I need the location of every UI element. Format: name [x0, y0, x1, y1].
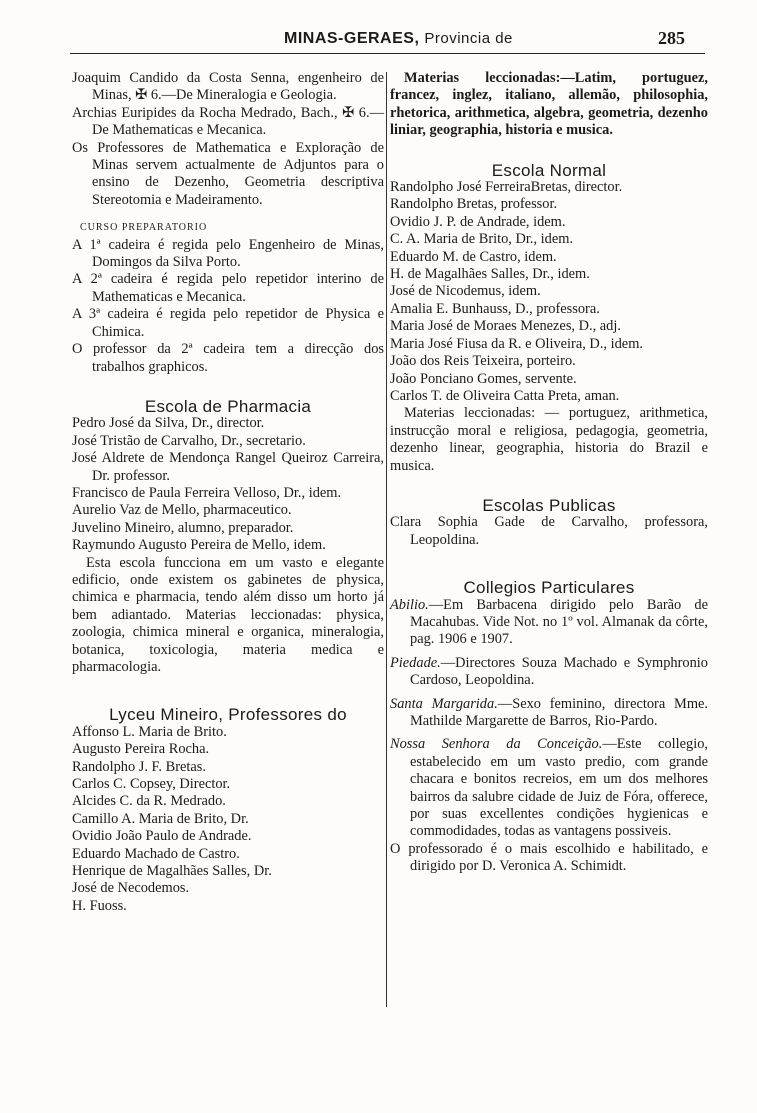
normal-heading: Escola Normal [491, 160, 607, 180]
lyceu-entry: José de Necodemos. [72, 880, 190, 897]
lyceu-entry: Alcides C. da R. Medrado. [72, 793, 226, 810]
collegio-name: Abilio. [390, 596, 429, 613]
pharmacia-entry: José Aldrete de Mendonça Rangel Queiroz Carreira, Dr. professor. [72, 450, 384, 484]
collegio-text: —Directores Souza Machado e Symphronio Cardoso, Leopoldina. [410, 654, 708, 689]
lyceu-entry: H. Fuoss. [72, 897, 127, 914]
page-header [0, 26, 757, 56]
entry-medrado: Archias Euripides da Rocha Medrado, Bach., ✠ 6.—De Mathematicas e Mecanica. [72, 104, 384, 139]
lyceu-entry: Augusto Pereira Rocha. [72, 741, 210, 758]
normal-entry: João dos Reis Teixeira, porteiro. [390, 353, 576, 370]
curso-entry: A 1ª cadeira é regida pelo Engenheiro de Minas, Domingos da Silva Porto. [72, 236, 384, 271]
collegio-entry [390, 655, 708, 690]
collegio-text: —Sexo feminino, directora Mme. Mathilde Margarette de Barros, Rio-Pardo. [410, 695, 708, 729]
left-column [72, 70, 384, 915]
running-title-sub: Provincia de [424, 30, 513, 47]
lyceu-entry: Ovidio João Paulo de Andrade. [72, 828, 252, 845]
collegio-name: Piedade. [390, 654, 441, 671]
pharmacia-paragraph: Esta escola funcciona em um vasto e elegante edificio, onde existem os gabinetes de physica, chimica e pharmacia, tendo além disso um horto já bem adiantado. Materias leccionadas: physica, zoologia, chimica mineral e organica, mineralogia, botanica, toxicologia, materia medica e pharmacologia. [72, 554, 384, 675]
publicas-entry: Clara Sophia Gade de Carvalho, professora, Leopoldina. [390, 514, 708, 548]
collegio-entry [390, 597, 708, 649]
pharmacia-heading: Escola de Pharmacia [144, 396, 312, 416]
pharmacia-entry: Francisco de Paula Ferreira Velloso, Dr., idem. [72, 484, 342, 501]
lyceu-entry: Affonso L. Maria de Brito. [72, 723, 227, 740]
curso-label: CURSO PREPARATORIO [80, 222, 208, 234]
running-title [284, 30, 513, 48]
lyceu-entry: Randolpho J. F. Bretas. [72, 758, 206, 775]
curso-entry: A 2ª cadeira é regida pelo repetidor interino de Mathematicas e Mecanica. [72, 271, 384, 305]
lyceu-heading: Lyceu Mineiro, Professores do [109, 705, 347, 725]
normal-entry: Randolpho Bretas, professor. [390, 196, 558, 213]
lyceu-entry: Carlos C. Copsey, Director. [72, 776, 231, 793]
lyceu-entry: Camillo A. Maria de Brito, Dr. [72, 810, 249, 827]
normal-entry: Amalia E. Bunhauss, D., professora. [390, 300, 600, 317]
pharmacia-entry: José Tristão de Carvalho, Dr., secretario. [72, 432, 306, 449]
publicas-heading: Escolas Publicas [482, 495, 616, 515]
materias-intro: Materias leccionadas:—Latim, portuguez, francez, inglez, italiano, allemão, philosophia, rhetorica, arithmetica, algebra, geometria, dezenho liniar, geographia, historia e musica. [390, 70, 708, 139]
column-divider [386, 72, 387, 1007]
normal-entry: Carlos T. de Oliveira Catta Preta, aman. [390, 387, 620, 404]
entry-adjuntos: Os Professores de Mathematica e Exploração de Minas servem actualmente de Adjuntos para o ensino de Dezenho, Geometria descriptiva Stereotomia e Madeiramento. [72, 139, 384, 208]
pharmacia-entry: Pedro José da Silva, Dr., director. [72, 415, 265, 432]
curso-entry: A 3ª cadeira é regida pelo repetidor de Physica e Chimica. [72, 306, 384, 340]
collegio-name: Santa Margarida. [390, 695, 498, 712]
collegio-final: O professorado é o mais escolhido e habilitado, e dirigido por D. Veronica A. Schimidt. [390, 840, 708, 875]
lyceu-entry: Henrique de Magalhães Salles, Dr. [72, 863, 272, 880]
normal-entry: C. A. Maria de Brito, Dr., idem. [390, 231, 574, 248]
normal-materias: Materias leccionadas: — portuguez, arithmetica, instrucção moral e religiosa, pedagogia, geometria, dezenho linear, geographia, historia do Brazil e musica. [390, 405, 708, 474]
entry-costa-senna: Joaquim Candido da Costa Senna, engenheiro de Minas, ✠ 6.—De Mineralogia e Geologia. [72, 70, 384, 104]
normal-entry: José de Nicodemus, idem. [390, 283, 541, 300]
page-number: 285 [658, 28, 685, 48]
normal-entry: Maria José de Moraes Menezes, D., adj. [390, 318, 621, 335]
normal-entry: H. de Magalhães Salles, Dr., idem. [390, 266, 590, 283]
running-title-main: MINAS-GERAES, [284, 30, 420, 47]
normal-entry: Maria José Fiusa da R. e Oliveira, D., idem. [390, 335, 643, 352]
normal-entry: João Ponciano Gomes, servente. [390, 370, 577, 387]
collegio-text: —Este collegio, estabelecido em um vasto predio, com grande chacara e bonitos recreios, em um dos melhores bairros da salubre cidade de Juiz de Fóra, offerece, por suas excellentes condições hygienicas e commodidades, todas as vantagens possiveis. [410, 736, 708, 840]
lyceu-entry: Eduardo Machado de Castro. [72, 845, 240, 862]
collegio-entry [390, 696, 708, 731]
collegio-text: —Em Barbacena dirigido pelo Barão de Macahubas. Vide Not. no 1º vol. Almanak da côrte, pag. 1906 e 1907. [410, 596, 708, 648]
pharmacia-entry: Juvelino Mineiro, alumno, preparador. [72, 519, 294, 536]
collegio-entry [390, 736, 708, 840]
pharmacia-entry: Raymundo Augusto Pereira de Mello, idem. [72, 537, 326, 554]
curso-entry: O professor da 2ª cadeira tem a direcção dos trabalhos graphicos. [72, 341, 384, 375]
collegio-name: Nossa Senhora da Conceição. [390, 736, 603, 753]
normal-entry: Eduardo M. de Castro, idem. [390, 248, 557, 265]
header-rule [70, 53, 705, 54]
normal-entry: Randolpho José FerreiraBretas, director. [390, 179, 623, 196]
right-column [390, 70, 708, 876]
normal-entry: Ovidio J. P. de Andrade, idem. [390, 213, 566, 230]
collegios-heading: Collegios Particulares [463, 578, 635, 598]
pharmacia-entry: Aurelio Vaz de Mello, pharmaceutico. [72, 502, 292, 519]
